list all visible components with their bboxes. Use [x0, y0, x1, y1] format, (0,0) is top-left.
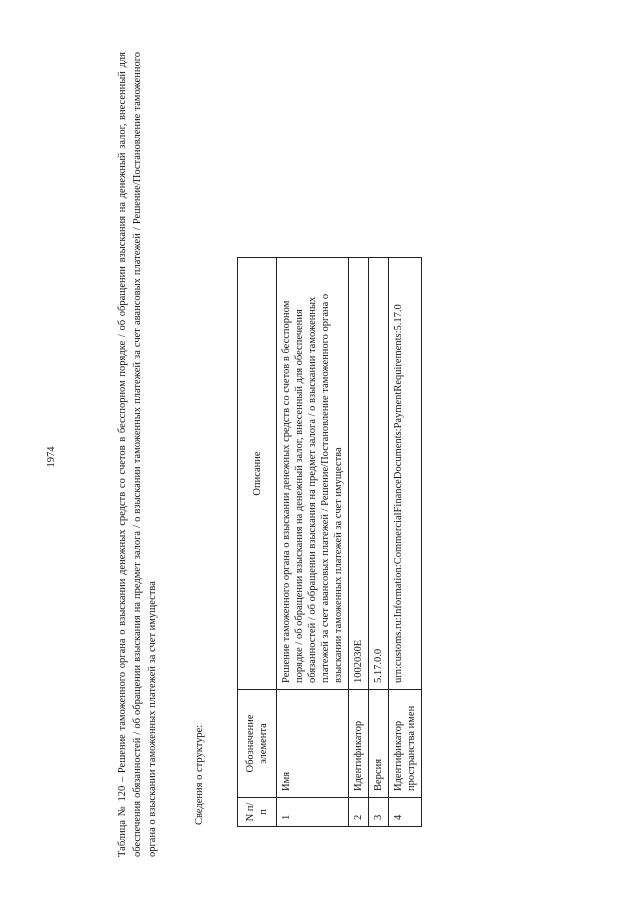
header-num: N п/п — [238, 798, 277, 827]
table-row — [369, 258, 389, 827]
structure-table — [237, 257, 422, 827]
structure-subcaption: Сведения о структуре: — [194, 724, 205, 825]
row-num: 3 — [369, 798, 389, 827]
table-header-row — [238, 258, 277, 827]
page-number: 1974 — [46, 446, 57, 468]
row-name: Идентификатор пространства имен — [389, 690, 422, 798]
row-desc: 1002030E — [349, 258, 369, 690]
header-desc: Описание — [238, 258, 277, 690]
row-name: Версия — [369, 690, 389, 798]
table-row — [389, 258, 422, 827]
row-num: 4 — [389, 798, 422, 827]
row-name: Идентификатор — [349, 690, 369, 798]
table-row — [277, 258, 349, 827]
row-desc: urn:customs.ru:Information:CommercialFinanceDocuments:PaymentRequirements:5.17.0 — [389, 258, 422, 690]
row-desc: Решение таможенного органа о взыскании денежных средств со счетов в бесспорном порядке / об обращении взыскания на денежный залог, внесенный для обеспечения обязанностей / об обращении взыскания на предмет залога / о взыскании таможенных платежей за счет авансовых платежей / Решение/Постановление таможенного органа о взыскании таможенных платежей за счет имущества — [277, 258, 349, 690]
row-desc: 5.17.0.0 — [369, 258, 389, 690]
row-num: 2 — [349, 798, 369, 827]
table-caption: Таблица № 120 – Решение таможенного органа о взыскании денежных средств со счетов в бесспорном порядке / об обращении взыскания на денежный залог, внесенный для обеспечения обязанностей / об обращении взыскания на предмет залога / о взыскании таможенных платежей за счет авансовых платежей / Решение/Постановление таможенного органа о взыскании таможенных платежей за счет имущества — [117, 52, 158, 857]
header-name: Обозначение элемента — [238, 690, 277, 798]
table-row — [349, 258, 369, 827]
row-name: Имя — [277, 690, 349, 798]
row-num: 1 — [277, 798, 349, 827]
